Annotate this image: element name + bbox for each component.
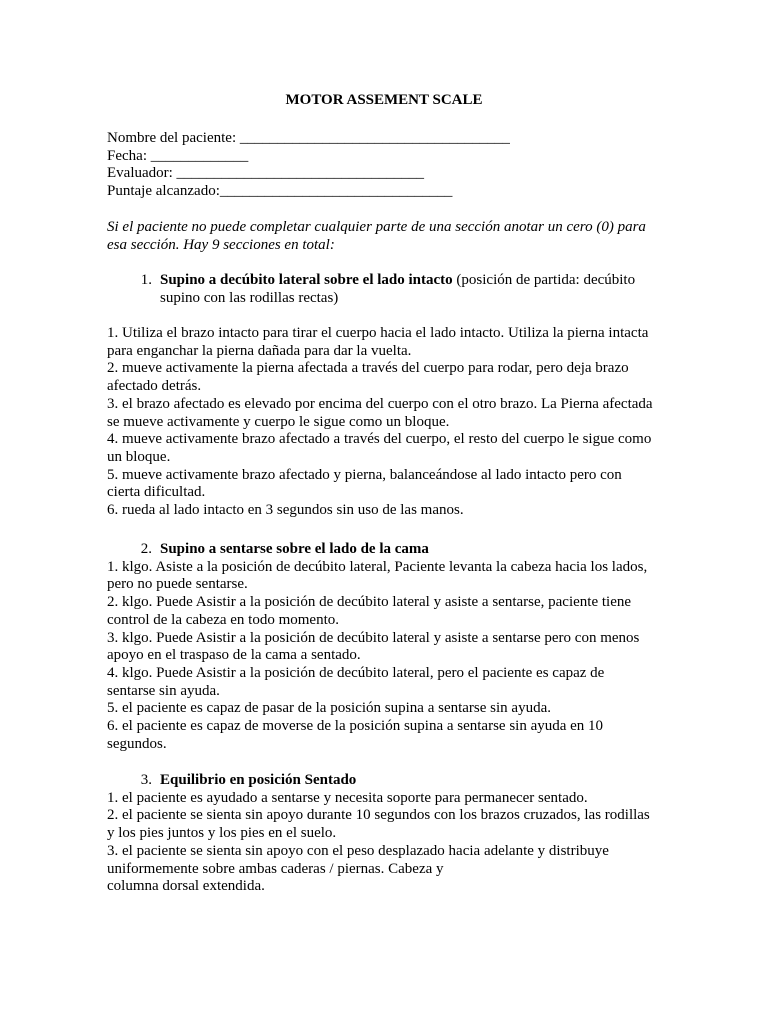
patient-name-field: Nombre del paciente: ____________________________________ xyxy=(107,130,510,146)
instructions-line: esa sección. Hay 9 secciones en total: xyxy=(107,236,335,253)
score-item: 2. klgo. Puede Asistir a la posición de decúbito lateral y asiste a sentarse, paciente tiene xyxy=(107,594,632,611)
score-item: 6. el paciente es capaz de moverse de la posición supina a sentarse sin ayuda en 10 xyxy=(107,718,604,735)
section-title: Supino a sentarse sobre el lado de la cama xyxy=(160,541,429,557)
score-item: sentarse sin ayuda. xyxy=(107,682,220,699)
score-item: pero no puede sentarse. xyxy=(107,576,248,593)
section-1 xyxy=(107,272,667,307)
evaluator-field: Evaluador: _________________________________ xyxy=(107,165,425,182)
score-item: afectado detrás. xyxy=(107,378,202,395)
score-item: 3. el brazo afectado es elevado por encima del cuerpo con el otro brazo. La Pierna afectada xyxy=(107,395,653,412)
score-item: 6. rueda al lado intacto en 3 segundos sin uso de las manos. xyxy=(107,502,464,519)
score-field: Puntaje alcanzado:_______________________________ xyxy=(107,183,453,200)
score-item: apoyo en el traspaso de la cama a sentado. xyxy=(107,647,361,664)
instructions xyxy=(107,219,667,254)
score-item: cierta dificultad. xyxy=(107,484,206,501)
section-number: 2. xyxy=(140,541,152,557)
section-3 xyxy=(107,772,667,896)
score-item: control de la cabeza en todo momento. xyxy=(107,611,339,628)
document-title: MOTOR ASSEMENT SCALE xyxy=(285,92,483,108)
section-title: Supino a decúbito lateral sobre el lado intacto xyxy=(160,272,453,288)
score-item: 5. mueve activamente brazo afectado y pierna, balanceándose al lado intacto pero con xyxy=(107,466,622,483)
section-heading xyxy=(107,772,667,790)
score-item: segundos. xyxy=(107,735,167,752)
score-item: para enganchar la pierna dañada para dar la vuelta. xyxy=(107,342,412,359)
score-item: 1. Utiliza el brazo intacto para tirar el cuerpo hacia el lado intacto. Utiliza la pierna intacta xyxy=(107,325,649,341)
score-item: se mueve activamente y cuerpo le sigue como un bloque. xyxy=(107,413,450,430)
score-item: uniformemente sobre ambas caderas / piernas. Cabeza y xyxy=(107,860,444,877)
score-item: y los pies juntos y los pies en el suelo. xyxy=(107,825,337,842)
score-item: 2. mueve activamente la pierna afectada a través del cuerpo para rodar, pero deja brazo xyxy=(107,360,629,377)
patient-fields xyxy=(107,130,510,201)
section-subtitle: supino con las rodillas rectas) xyxy=(160,289,339,306)
date-field: Fecha: _____________ xyxy=(107,147,249,164)
section-number: 1. xyxy=(140,272,152,288)
score-item: 1. el paciente es ayudado a sentarse y necesita soporte para permanecer sentado. xyxy=(107,789,588,806)
score-item: 3. el paciente se sienta sin apoyo con el peso desplazado hacia adelante y distribuye xyxy=(107,842,609,859)
section-heading xyxy=(107,272,667,307)
score-item: 1. klgo. Asiste a la posición de decúbito lateral, Paciente levanta la cabeza hacia los lados, xyxy=(107,558,648,575)
score-item: 5. el paciente es capaz de pasar de la posición supina a sentarse sin ayuda. xyxy=(107,700,551,717)
score-item: 2. el paciente se sienta sin apoyo durante 10 segundos con los brazos cruzados, las rodillas xyxy=(107,807,650,824)
section-heading xyxy=(107,541,667,559)
section-subtitle: (posición de partida: decúbito xyxy=(452,272,636,288)
score-item: columna dorsal extendida. xyxy=(107,878,265,895)
section-title: Equilibrio en posición Sentado xyxy=(160,772,357,788)
section-2 xyxy=(107,541,667,753)
score-item: 4. klgo. Puede Asistir a la posición de decúbito lateral, pero el paciente es capaz de xyxy=(107,664,605,681)
score-item: 4. mueve activamente brazo afectado a través del cuerpo, el resto del cuerpo le sigue como xyxy=(107,431,652,448)
score-item: un bloque. xyxy=(107,448,171,465)
score-item: 3. klgo. Puede Asistir a la posición de decúbito lateral y asiste a sentarse pero con menos xyxy=(107,629,640,646)
section-1-items xyxy=(107,325,667,520)
section-number: 3. xyxy=(140,772,152,788)
instructions-line: Si el paciente no puede completar cualquier parte de una sección anotar un cero (0) para xyxy=(107,219,646,235)
